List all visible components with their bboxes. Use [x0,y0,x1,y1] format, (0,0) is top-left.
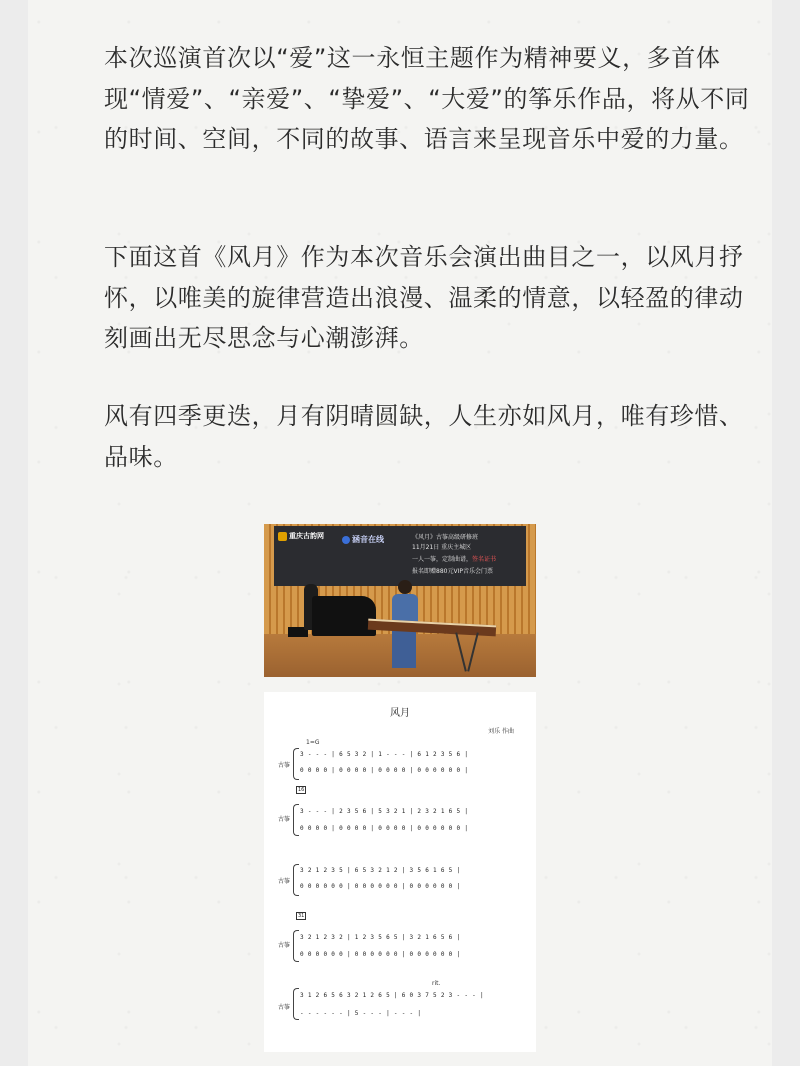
grand-piano [312,596,376,636]
score-brace [293,804,299,836]
instrument-label: 古筝 [278,942,291,949]
logo-right-icon [342,536,350,544]
score-system-3 [278,864,516,896]
instrument-label: 古筝 [278,816,291,823]
zheng-player-head [398,580,412,594]
instrument-label: 古筝 [278,1004,291,1011]
stage-banner [274,526,526,586]
banner-line-3a: 一人一筝，定制曲谱， [412,556,473,563]
score-brace [293,748,299,780]
logo-left-icon [278,532,287,541]
sheet-key: 1=G [306,739,320,746]
ritardando-mark: rit. [432,980,441,987]
banner-line-4: 报名即赠880元VIP音乐会门票 [412,568,493,575]
performance-video-still[interactable] [264,524,536,677]
bass-row: - - - - - - | 5 - - - | - - - | [300,1010,422,1017]
sheet-music-image[interactable] [264,692,536,1052]
score-system-1 [278,748,516,780]
score-brace [293,864,299,896]
score-system-5 [278,980,516,1028]
logo-left [278,531,324,541]
score-brace [293,930,299,962]
zheng-player-legs [392,626,416,668]
melody-row: 3 - - - | 6 5 3 2 | 1 - - - | 6 1 2 3 5 6 | [300,751,469,758]
banner-line-3 [412,554,496,563]
sheet-composer: 刘乐 作曲 [488,728,514,735]
bass-row: 0 0 0 0 0 0 | 0 0 0 0 0 0 | 0 0 0 0 0 0 | [300,951,461,958]
score-system-2 [278,787,516,838]
bass-row: 0 0 0 0 | 0 0 0 0 | 0 0 0 0 | 0 0 0 0 0 0 | [300,825,469,832]
logo-right [342,534,384,545]
paragraph-closing: 风有四季更迭，月有阴晴圆缺，人生亦如风月，唯有珍惜、品味。 [104,402,744,471]
sheet-title: 风月 [390,708,410,719]
logo-left-text: 重庆古韵网 [289,532,324,540]
banner-line-1: 《风月》古筝高级研修班 [412,534,479,541]
banner-line-3b: 签名证书 [472,556,497,563]
rehearsal-mark: 16 [298,787,305,793]
banner-line-2: 11月21日 重庆主城区 [412,544,472,551]
melody-row: 3 2 1 2 3 2 | 1 2 3 5 6 5 | 3 2 1 6 5 6 | [300,934,461,941]
melody-row: 3 - - - | 2 3 5 6 | 5 3 2 1 | 2 3 2 1 6 5 | [300,808,469,815]
melody-row: 3 1 2 6 5 6 3 2 1 2 6 5 | 6 0 3 7 5 2 3 - - - | [300,992,484,999]
score-brace [293,988,299,1020]
logo-right-text: 涵音在线 [352,535,384,544]
score-system-4 [278,913,516,964]
melody-row: 3 2 1 2 3 5 | 6 5 3 2 1 2 | 3 5 6 1 6 5 | [300,867,461,874]
bass-row: 0 0 0 0 | 0 0 0 0 | 0 0 0 0 | 0 0 0 0 0 0 | [300,767,469,774]
paragraph-intro: 本次巡演首次以“爱”这一永恒主题作为精神要义，多首体现“情爱”、“亲爱”、“挚爱”、“大爱”的筝乐作品，将从不同的时间、空间，不同的故事、语言来呈现音乐中爱的力量。 [104,44,750,153]
instrument-label: 古筝 [278,762,291,769]
bass-row: 0 0 0 0 0 0 | 0 0 0 0 0 0 | 0 0 0 0 0 0 | [300,883,461,890]
paragraph-fengyue: 下面这首《风月》作为本次音乐会演出曲目之一，以风月抒怀，以唯美的旋律营造出浪漫、温柔的情意，以轻盈的律动刻画出无尽思念与心潮澎湃。 [104,243,744,352]
instrument-label: 古筝 [278,878,291,885]
rehearsal-mark: 31 [298,913,305,919]
